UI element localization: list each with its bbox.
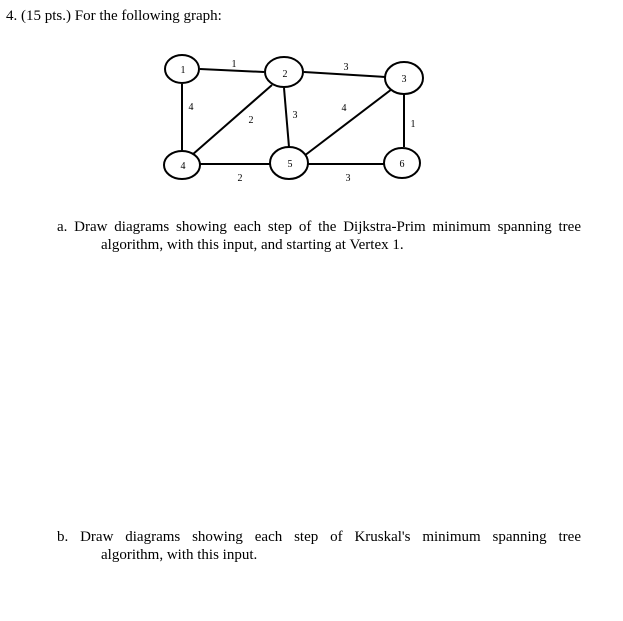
vertex-label-2: 2: [282, 69, 288, 80]
edge-weight-2-3: 3: [343, 62, 349, 73]
question-b-line-1: b. Draw diagrams showing each step of Kruskal's minimum spanning tree: [57, 529, 581, 545]
question-b-line-2: algorithm, with this input.: [101, 547, 258, 563]
question-a-line-1: a. Draw diagrams showing each step of the Dijkstra-Prim minimum spanning tree: [57, 219, 581, 235]
edge-weight-2-4: 2: [248, 115, 254, 126]
edge-weight-5-6: 3: [345, 173, 351, 184]
vertex-label-6: 6: [399, 159, 405, 170]
edge-weight-3-5: 4: [341, 103, 347, 114]
vertex-label-3: 3: [401, 74, 407, 85]
edge-2-5: [284, 88, 289, 147]
vertex-label-1: 1: [180, 65, 186, 76]
weighted-graph-diagram: [0, 0, 623, 200]
edge-weight-3-6: 1: [410, 119, 416, 130]
edge-3-5: [304, 89, 392, 156]
vertex-label-4: 4: [180, 161, 186, 172]
question-a-line-2: algorithm, with this input, and starting at Vertex 1.: [101, 237, 404, 253]
problem-heading: 4. (15 pts.) For the following graph:: [6, 8, 222, 24]
question-a: [57, 218, 581, 254]
question-b: [57, 528, 581, 564]
edge-weight-1-2: 1: [231, 59, 237, 70]
edge-weight-2-5: 3: [292, 110, 298, 121]
edge-weight-4-5: 2: [237, 173, 243, 184]
edge-weight-1-4: 4: [188, 102, 194, 113]
vertex-label-5: 5: [287, 159, 293, 170]
edge-2-4: [192, 85, 272, 155]
